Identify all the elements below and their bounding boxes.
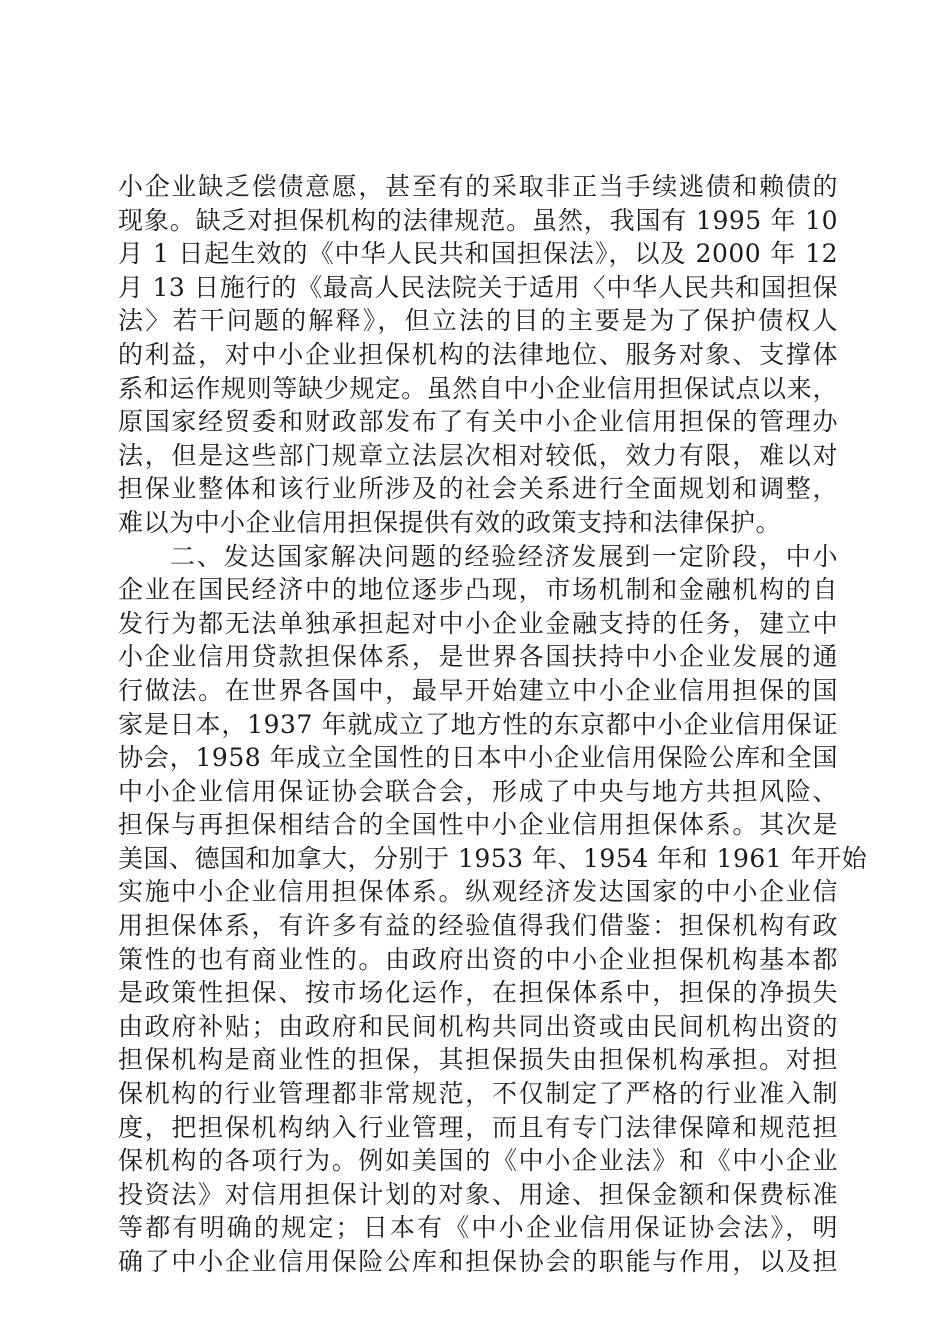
text-line: 担保机构是商业性的担保，其担保损失由担保机构承担。对担 — [118, 1045, 838, 1075]
text-line: 原国家经贸委和财政部发布了有关中小企业信用担保的管理办 — [118, 407, 838, 437]
text-line: 等都有明确的规定；日本有《中小企业信用保证协会法》，明 — [118, 1213, 838, 1243]
text-line: 月 1 日起生效的《中华人民共和国担保法》，以及 2000 年 12 — [118, 239, 838, 269]
text-line: 担保业整体和该行业所涉及的社会关系进行全面规划和调整， — [118, 474, 838, 504]
text-line: 实施中小企业信用担保体系。纵观经济发达国家的中小企业信 — [118, 877, 838, 907]
text-line: 发行为都无法单独承担起对中小企业金融支持的任务，建立中 — [118, 608, 838, 638]
text-line: 美国、德国和加拿大，分别于 1953 年、1954 年和 1961 年开始 — [118, 843, 868, 873]
text-line: 协会，1958 年成立全国性的日本中小企业信用保险公库和全国 — [118, 743, 838, 773]
text-line: 由政府补贴；由政府和民间机构共同出资或由民间机构出资的 — [118, 1011, 838, 1041]
text-line: 法，但是这些部门规章立法层次相对较低，效力有限，难以对 — [118, 440, 838, 470]
text-line: 策性的也有商业性的。由政府出资的中小企业担保机构基本都 — [118, 944, 838, 974]
text-line: 二、发达国家解决问题的经验经济发展到一定阶段，中小 — [170, 541, 838, 571]
text-line: 企业在国民经济中的地位逐步凸现，市场机制和金融机构的自 — [118, 575, 838, 605]
text-line: 现象。缺乏对担保机构的法律规范。虽然，我国有 1995 年 10 — [118, 205, 838, 235]
text-line: 小企业信用贷款担保体系，是世界各国扶持中小企业发展的通 — [118, 642, 838, 672]
text-line: 保机构的各项行为。例如美国的《中小企业法》和《中小企业 — [118, 1146, 838, 1176]
text-line: 难以为中小企业信用担保提供有效的政策支持和法律保护。 — [118, 507, 782, 537]
text-line: 确了中小企业信用保险公库和担保协会的职能与作用，以及担 — [118, 1247, 838, 1276]
text-line: 家是日本，1937 年就成立了地方性的东京都中小企业信用保证 — [118, 709, 838, 739]
text-line: 投资法》对信用担保计划的对象、用途、担保金额和保费标准 — [118, 1179, 838, 1209]
text-line: 是政策性担保、按市场化运作，在担保体系中，担保的净损失 — [118, 978, 838, 1008]
text-line: 中小企业信用保证协会联合会，形成了中央与地方共担风险、 — [118, 776, 838, 806]
paragraph-1 — [118, 170, 838, 540]
text-line: 度，把担保机构纳入行业管理，而且有专门法律保障和规范担 — [118, 1112, 838, 1142]
text-line: 系和运作规则等缺少规定。虽然自中小企业信用担保试点以来， — [118, 373, 838, 403]
document-body — [118, 170, 868, 1279]
text-line: 的利益，对中小企业担保机构的法律地位、服务对象、支撑体 — [118, 339, 838, 369]
text-line: 行做法。在世界各国中，最早开始建立中小企业信用担保的国 — [118, 675, 838, 705]
paragraph-2 — [118, 540, 868, 1279]
text-line: 用担保体系，有许多有益的经验值得我们借鉴：担保机构有政 — [118, 911, 838, 941]
text-line: 月 13 日施行的《最高人民法院关于适用〈中华人民共和国担保 — [118, 272, 838, 302]
text-line: 小企业缺乏偿债意愿，甚至有的采取非正当手续逃债和赖债的 — [118, 172, 838, 201]
text-line: 法〉若干问题的解释》，但立法的目的主要是为了保护债权人 — [118, 306, 838, 336]
text-line: 保机构的行业管理都非常规范，不仅制定了严格的行业准入制 — [118, 1079, 838, 1109]
text-line: 担保与再担保相结合的全国性中小企业信用担保体系。其次是 — [118, 810, 838, 840]
